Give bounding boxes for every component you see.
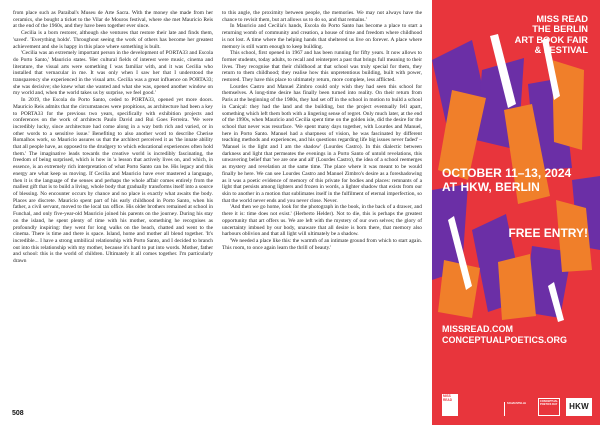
abstract-shapes-artwork [432, 0, 600, 425]
paragraph: Cecilia is a born restorer, although she ventures that restore their late and finds them, 'saved'. 'Everything holds'. Throughout seeing the work of others has become her greatest achievement and she is happy in this place where something is built. [13, 30, 213, 50]
orange-stripe [498, 254, 536, 320]
orange-stripe [552, 60, 584, 150]
paragraph: from place such as Paraibal's Museu de Arte Sacra. With the money she made from her ceramics, she bought a ticket to the Vilar de Mouros festival, where she met Mauricio Reis at the end of the 1960s, and they have been together ever since. [13, 10, 213, 30]
venue-line: AT HKW, BERLIN [442, 180, 540, 194]
paragraph: In 2019, the Escola do Porto Santo, ceded to PORTA33, opened yet more doors. Mauricio Reis admits that the circumstances were propitious, as architecture had been a key to PORTA33 for the previous two years, specifically with exhibition projects and conferences on the work of architects Paulo David and Rui Goes Ferreira. 'We were incredibly lucky, since architecture had come along in a way both rich and varied, or in other words to a sensitive issue.' Benefiting to also another word to describe Cherise Romalhos work, so Mauricio assures us that the architect perceived it as 'the innate ability that all people have, as opposed to the drudgery to which educational experiences often hold them.' The imaginative leads towards the creative world is incredibly fascinating, the freedom of being surprised, which is how in 'a lesson that actively lives on, and which, in essence, is an extremely rich interpretation of what Porto Santo can be. His legacy and this energy are what keep us moving. If Cecilia and Mauricio have ever mastered a language, then it is the language of the senses and perhaps the whole affair comes entirely from the mallest gift that is to build a living, whole body that gradually transforms itself into a source of blessing. No encounter occurs by chance and no place is exactly what awaits the body. Places are discrete. Mauricio spent part of his early childhood in Porto Santo, when his father, a civil servant, moved to the local tax office. His older brothers remained at school in Funchal, and only five-year-old Mauricio joined his parents on the journey. During his stay on the island, he spent plenty of time with his mother, something he recognises as profoundly inspiring: they went for long walks on the beach, chatted and went to the cinema. There is time and there is space. Island, home and mother all blend together. 'It's incredible... I have a strong umbilical relationship with Porto Santo, and I decided to branch out into this relationship with my mother, because it's hard to put into words. Mother, father and school: this is the world of children. Ultimately it all comes together. I'm particularly drawn [13, 97, 213, 265]
url-missread: MISSREAD.COM [442, 324, 514, 334]
paragraph: 'And then we go home, look for the photograph in the book, in the back of a drawer, and there it is: time does not exist.' (Herberto Helder). Not to die, this is perhaps the greatest opportunity that art offers us. We are left with the mystery of our own selves; the glory of uncertainty imbued by our body, unaware that all desire is born there, that memory also harbours oblivion and that all light will ultimately be a shadow. [222, 204, 422, 238]
sponsor-logos [442, 386, 592, 416]
hkw-logo: HKW [566, 398, 592, 416]
paragraph: Lourdes Castro and Manuel Zimbro could only wish they had seen this school for themselves. A long-time desire has finally been turned into reality. On their return from Paris at the beginning of the 1980s, they had set off in the school in motion to build a school in Caniçal: they had the land and the building, but the project eventually fell apart, something which left them both with a lingering sense of regret. Only much later, at the end of the 1990s, when Mauricio and Cecilia spent time on the golden isle, did the desire for the school that never was resurface. 'We spent many days together, with Lourdes and Manuel, here in Porto Santo. Manuel had a sharpness of vision, he was fascinated by different teaching methods and experiences, and his questions regarding life big issues never faded' – 'Manuel is the light and I am the shadow' (Lourdes Castro). In this dialectic between darkness and light that permeates the evenings in a Porto Santo of untold revelations, this unwavering belief that 'we are one and all' (Lourdes Castro), the idea of a school reemerges as mystery and revelation at the same time. The place where it was meant to be would finally be here. We can see Lourdes Castro and Manuel Zimbro's desire as a foreshadowing as it was a poetic evidence of memory of this private for bodies and places: remnants of a light that persists among lighters and frozen in words, a lighter shadow that exists from our skin to another in a motion that sublimates itself in the fulfilment of eternal imperfection, so that the world never ends and you never close. Never. [222, 83, 422, 204]
url-conceptualpoetics: CONCEPTUALPOETICS.ORG [442, 335, 568, 345]
partner-logo: SCHAUSTELLE [504, 402, 532, 416]
article-right-column [222, 10, 422, 251]
event-dates [442, 166, 592, 194]
dates-line: OCTOBER 11–13, 2024 [442, 166, 572, 180]
fair-title: MISS READ THE BERLIN ART BOOK FAIR & FESTIVAL [514, 14, 588, 56]
free-entry-text: FREE ENTRY! [508, 226, 588, 240]
paragraph: 'Cecilia was an extremely important person in the development of PORTA33 and Escola do Porto Santo,' Mauricio states. 'Her cultural fields of interest were music, cinema and literature, the visual arts were something I was familiar with, and it was Cecilia who installed that vernacular in me. It was only when I saw her that I understood the transparency she experienced in the visual arts. Cecilia was a great influence on PORTA33; she was decisive; she knew what she wanted and what she was, opened another window on my world and, when the world takes us by surprise, we feel good.' [13, 50, 213, 97]
website-urls [442, 324, 592, 346]
article-left-column [13, 10, 213, 265]
paragraph: This school, first opened in 1967 and has been running for fifty years. It now allows to former students, today adults, to recall and reinterpret a past that brings full meaning to their lives. They recognise that their childhood at that school was truly special for them, they return to them childhood; they realise how this unpretentious building, built with power, restored. They have this place to ultimately return, more complete, less afflicted. [222, 50, 422, 84]
paragraph: In Mauricio and Cecilia's hands, Escola do Porto Santo has become a place to start a returning womb of community and creation, a house of time and freedom where childhood is not lost. A time where the helping hands that sheltered us live on forever. A place where memory is still warm enough to keep building. [222, 23, 422, 50]
advertisement-page [432, 0, 600, 425]
paragraph: to this angle, the proximity between people, the memories. We may not always have the chance to revisit them, but art allows us to do so, and that remains.' [222, 10, 422, 23]
page-number: 508 [12, 410, 24, 417]
orange-stripe [438, 260, 480, 318]
paragraph: 'We needed a place like this: the warmth of an intimate ground from which to start again. This room, to once again learn the thrill of beauty.' [222, 237, 422, 251]
conceptual-poetics-logo: CONCEPTUAL POETICS DAY [538, 398, 560, 416]
missread-logo: MISS READ [442, 394, 458, 416]
